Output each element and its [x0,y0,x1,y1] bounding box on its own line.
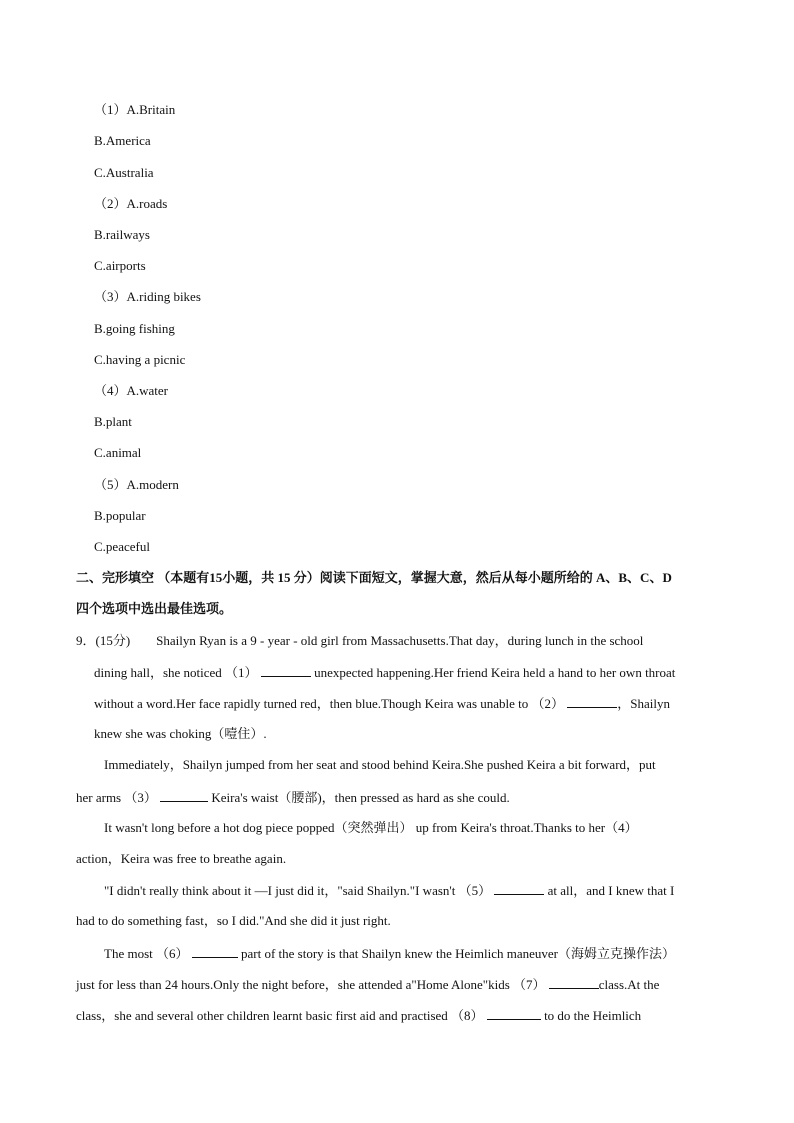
option-4-a: （4）A.water [94,383,169,398]
passage-line-7: It wasn't long before a hot dog piece popped（突然弹出） up from Keira's throat.Thanks to her（4） [104,820,638,835]
passage-line-8: action，Keira was free to breathe again. [76,851,287,866]
question-number: 9．(15分) [76,633,131,648]
passage-text: Shailyn Ryan is a 9 - year - old girl from Massachusetts.That day，during lunch in the school [156,633,644,648]
passage-line-12: just for less than 24 hours.Only the night before，she attended a"Home Alone"kids （7） class.At the [76,977,660,992]
passage-line-5: Immediately，Shailyn jumped from her seat and stood behind Keira.She pushed Keira a bit forward，put [104,757,656,772]
blank-2[interactable] [567,695,617,708]
blank-8[interactable] [487,1007,541,1020]
passage-line-6: her arms （3） Keira's waist（腰部)，then pressed as hard as she could. [76,790,510,805]
blank-7[interactable] [549,976,599,989]
passage-line-1 [76,633,643,649]
option-2-b: B.railways [94,227,150,242]
option-4-b: B.plant [94,414,132,429]
option-2-c: C.airports [94,258,146,273]
option-1-c: C.Australia [94,165,154,180]
blank-1[interactable] [261,664,311,677]
blank-6[interactable] [192,945,238,958]
passage-line-13: class，she and several other children learnt basic first aid and practised （8） to do the Heimlich [76,1008,642,1023]
passage-line-10: had to do something fast，so I did."And she did it just right. [76,913,391,928]
option-1-a: （1）A.Britain [94,102,176,117]
option-5-c: C.peaceful [94,539,150,554]
option-3-c: C.having a picnic [94,352,186,367]
section-heading-line-1: 二、完形填空 （本题有15小题，共 15 分）阅读下面短文，掌握大意，然后从每小题所给的 A、B、C、D [76,570,672,585]
option-5-b: B.popular [94,508,146,523]
option-2-a: （2）A.roads [94,196,168,211]
passage-line-9: "I didn't really think about it —I just did it，"said Shailyn."I wasn't （5） at all，and I knew that I [104,883,675,898]
option-4-c: C.animal [94,445,142,460]
passage-line-11: The most （6） part of the story is that Shailyn knew the Heimlich maneuver（海姆立克操作法） [104,946,675,961]
blank-5[interactable] [494,882,544,895]
option-1-b: B.America [94,133,151,148]
passage-line-3: without a word.Her face rapidly turned red，then blue.Though Keira was unable to （2） ，Shailyn [94,696,671,711]
section-heading-line-2: 四个选项中选出最佳选项。 [76,601,233,616]
option-3-a: （3）A.riding bikes [94,289,201,304]
option-3-b: B.going fishing [94,321,175,336]
option-5-a: （5）A.modern [94,477,179,492]
passage-line-2: dining hall，she noticed （1） unexpected happening.Her friend Keira held a hand to her own throat [94,665,676,680]
passage-line-4: knew she was choking（噎住）. [94,726,267,741]
blank-3[interactable] [160,789,208,802]
